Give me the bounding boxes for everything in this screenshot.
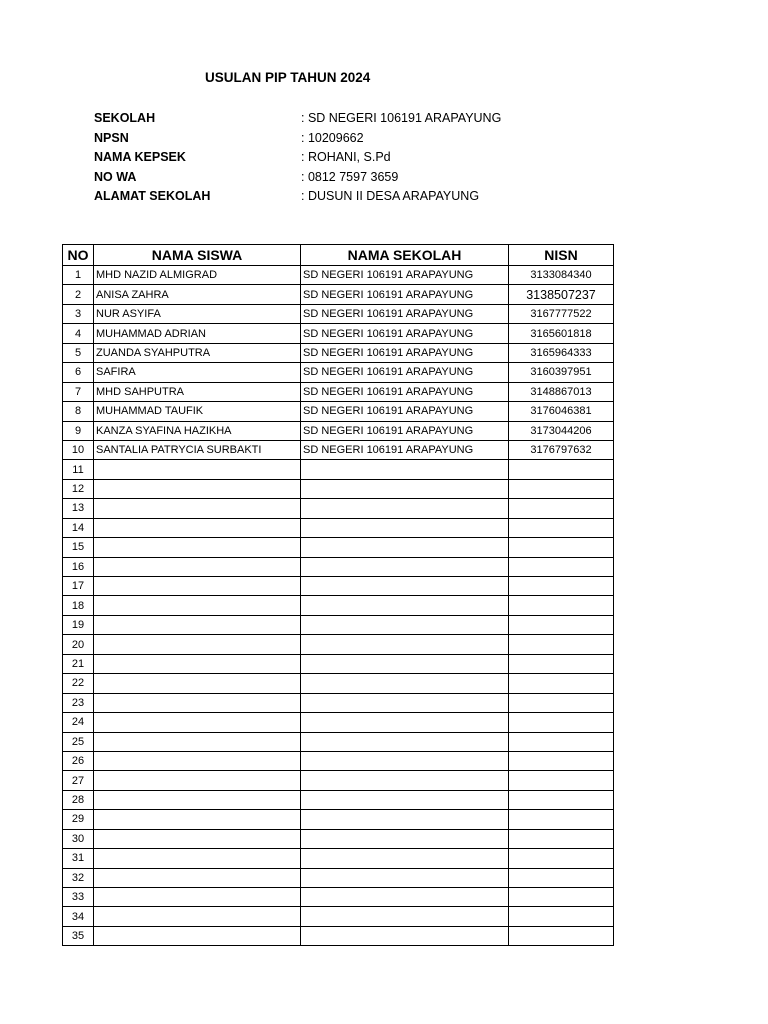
info-value: : 0812 7597 3659 [301,169,399,184]
school-name-cell [301,732,509,751]
student-name-cell: ANISA ZAHRA [94,285,301,304]
nisn-cell [509,479,614,498]
school-name-cell [301,479,509,498]
school-name-cell [301,596,509,615]
table-row [63,304,614,323]
school-name-cell: SD NEGERI 106191 ARAPAYUNG [301,363,509,382]
row-no-cell: 17 [63,577,94,596]
row-no-cell: 7 [63,382,94,401]
table-row [63,888,614,907]
row-no-cell: 33 [63,888,94,907]
table-row [63,440,614,459]
table-row [63,479,614,498]
school-name-cell [301,849,509,868]
student-name-cell: MHD SAHPUTRA [94,382,301,401]
table-body [63,266,614,946]
nisn-cell [509,635,614,654]
nisn-cell [509,829,614,848]
info-row-nama-kepsek [94,148,501,168]
table-row [63,596,614,615]
student-name-cell [94,674,301,693]
school-name-cell [301,499,509,518]
nisn-cell: 3138507237 [509,285,614,304]
info-label: NO WA [94,169,137,184]
table-row [63,363,614,382]
table-row [63,926,614,945]
info-row-no-wa [94,168,501,188]
table-row [63,907,614,926]
nisn-cell: 3160397951 [509,363,614,382]
table-row [63,654,614,673]
row-no-cell: 21 [63,654,94,673]
school-name-cell: SD NEGERI 106191 ARAPAYUNG [301,343,509,362]
school-name-cell: SD NEGERI 106191 ARAPAYUNG [301,285,509,304]
row-no-cell: 12 [63,479,94,498]
table-row [63,402,614,421]
student-name-cell: MUHAMMAD ADRIAN [94,324,301,343]
row-no-cell: 34 [63,907,94,926]
row-no-cell: 29 [63,810,94,829]
nisn-cell [509,693,614,712]
student-name-cell [94,790,301,809]
row-no-cell: 9 [63,421,94,440]
student-name-cell [94,829,301,848]
school-name-cell: SD NEGERI 106191 ARAPAYUNG [301,440,509,459]
table-row [63,266,614,285]
table-row [63,577,614,596]
student-name-cell: MHD NAZID ALMIGRAD [94,266,301,285]
nisn-cell [509,926,614,945]
nisn-cell: 3176797632 [509,440,614,459]
row-no-cell: 32 [63,868,94,887]
nisn-cell [509,538,614,557]
row-no-cell: 20 [63,635,94,654]
info-value: : 10209662 [301,130,364,145]
header-nisn: NISN [509,245,614,266]
nisn-cell [509,771,614,790]
nisn-cell: 3173044206 [509,421,614,440]
school-name-cell [301,868,509,887]
row-no-cell: 19 [63,615,94,634]
nisn-cell [509,888,614,907]
nisn-cell: 3148867013 [509,382,614,401]
nisn-cell: 3133084340 [509,266,614,285]
school-name-cell [301,654,509,673]
row-no-cell: 26 [63,751,94,770]
school-info [94,109,501,207]
info-row-npsn [94,129,501,149]
school-name-cell [301,907,509,926]
row-no-cell: 10 [63,440,94,459]
school-name-cell [301,829,509,848]
student-name-cell [94,635,301,654]
row-no-cell: 14 [63,518,94,537]
nisn-cell [509,499,614,518]
table-row [63,849,614,868]
student-name-cell [94,557,301,576]
header-no: NO [63,245,94,266]
school-name-cell [301,460,509,479]
student-name-cell [94,849,301,868]
table-row [63,693,614,712]
row-no-cell: 13 [63,499,94,518]
nisn-cell [509,518,614,537]
school-name-cell [301,693,509,712]
table-row [63,674,614,693]
info-row-sekolah [94,109,501,129]
student-name-cell: MUHAMMAD TAUFIK [94,402,301,421]
row-no-cell: 8 [63,402,94,421]
table-row [63,615,614,634]
row-no-cell: 27 [63,771,94,790]
school-name-cell [301,674,509,693]
school-name-cell: SD NEGERI 106191 ARAPAYUNG [301,324,509,343]
row-no-cell: 25 [63,732,94,751]
student-table [62,244,614,946]
nisn-cell [509,868,614,887]
table-row [63,518,614,537]
row-no-cell: 28 [63,790,94,809]
table-row [63,382,614,401]
student-name-cell [94,654,301,673]
row-no-cell: 24 [63,713,94,732]
nisn-cell: 3176046381 [509,402,614,421]
student-name-cell [94,460,301,479]
school-name-cell [301,577,509,596]
nisn-cell: 3165964333 [509,343,614,362]
table-row [63,751,614,770]
student-name-cell [94,888,301,907]
student-name-cell [94,479,301,498]
table-row [63,557,614,576]
student-name-cell [94,810,301,829]
table-row [63,713,614,732]
school-name-cell [301,810,509,829]
table-row [63,285,614,304]
row-no-cell: 6 [63,363,94,382]
student-name-cell [94,713,301,732]
document-title: USULAN PIP TAHUN 2024 [205,70,371,85]
table-row [63,538,614,557]
table-row [63,635,614,654]
school-name-cell [301,888,509,907]
row-no-cell: 35 [63,926,94,945]
student-name-cell: NUR ASYIFA [94,304,301,323]
info-value: : SD NEGERI 106191 ARAPAYUNG [301,111,502,125]
row-no-cell: 22 [63,674,94,693]
school-name-cell: SD NEGERI 106191 ARAPAYUNG [301,382,509,401]
info-value: : ROHANI, S.Pd [301,150,391,164]
row-no-cell: 3 [63,304,94,323]
student-name-cell [94,868,301,887]
school-name-cell [301,713,509,732]
table-row [63,771,614,790]
info-row-alamat-sekolah [94,187,501,207]
nisn-cell [509,460,614,479]
student-name-cell [94,771,301,790]
student-name-cell [94,732,301,751]
info-label: SEKOLAH [94,111,156,125]
nisn-cell: 3165601818 [509,324,614,343]
student-name-cell [94,499,301,518]
school-name-cell: SD NEGERI 106191 ARAPAYUNG [301,304,509,323]
row-no-cell: 2 [63,285,94,304]
school-name-cell: SD NEGERI 106191 ARAPAYUNG [301,402,509,421]
school-name-cell: SD NEGERI 106191 ARAPAYUNG [301,266,509,285]
table-row [63,460,614,479]
school-name-cell [301,926,509,945]
table-row [63,868,614,887]
table-row [63,343,614,362]
row-no-cell: 18 [63,596,94,615]
row-no-cell: 30 [63,829,94,848]
school-name-cell [301,635,509,654]
nisn-cell [509,907,614,926]
school-name-cell [301,538,509,557]
school-name-cell [301,557,509,576]
nisn-cell [509,654,614,673]
school-name-cell [301,518,509,537]
table-row [63,499,614,518]
table-row [63,790,614,809]
student-name-cell [94,596,301,615]
row-no-cell: 1 [63,266,94,285]
student-name-cell: SANTALIA PATRYCIA SURBAKTI [94,440,301,459]
student-name-cell [94,577,301,596]
table-row [63,829,614,848]
student-name-cell [94,926,301,945]
header-nama-sekolah: NAMA SEKOLAH [301,245,509,266]
school-name-cell [301,615,509,634]
student-name-cell [94,518,301,537]
student-name-cell: ZUANDA SYAHPUTRA [94,343,301,362]
student-name-cell: KANZA SYAFINA HAZIKHA [94,421,301,440]
nisn-cell [509,849,614,868]
school-name-cell [301,790,509,809]
table-row [63,810,614,829]
row-no-cell: 11 [63,460,94,479]
info-label: ALAMAT SEKOLAH [94,189,211,203]
row-no-cell: 31 [63,849,94,868]
nisn-cell [509,557,614,576]
table-header-row [63,245,614,266]
student-name-cell [94,538,301,557]
nisn-cell [509,674,614,693]
nisn-cell [509,713,614,732]
nisn-cell: 3167777522 [509,304,614,323]
nisn-cell [509,790,614,809]
nisn-cell [509,577,614,596]
nisn-cell [509,615,614,634]
row-no-cell: 16 [63,557,94,576]
row-no-cell: 23 [63,693,94,712]
student-name-cell [94,615,301,634]
school-name-cell: SD NEGERI 106191 ARAPAYUNG [301,421,509,440]
row-no-cell: 15 [63,538,94,557]
header-nama-siswa: NAMA SISWA [94,245,301,266]
nisn-cell [509,751,614,770]
info-value: : DUSUN II DESA ARAPAYUNG [301,189,480,203]
info-label: NPSN [94,130,129,145]
student-name-cell [94,907,301,926]
info-label: NAMA KEPSEK [94,150,186,164]
nisn-cell [509,732,614,751]
student-name-cell [94,693,301,712]
row-no-cell: 5 [63,343,94,362]
student-name-cell: SAFIRA [94,363,301,382]
table-row [63,324,614,343]
student-name-cell [94,751,301,770]
table-row [63,421,614,440]
table-row [63,732,614,751]
row-no-cell: 4 [63,324,94,343]
school-name-cell [301,771,509,790]
nisn-cell [509,596,614,615]
nisn-cell [509,810,614,829]
school-name-cell [301,751,509,770]
